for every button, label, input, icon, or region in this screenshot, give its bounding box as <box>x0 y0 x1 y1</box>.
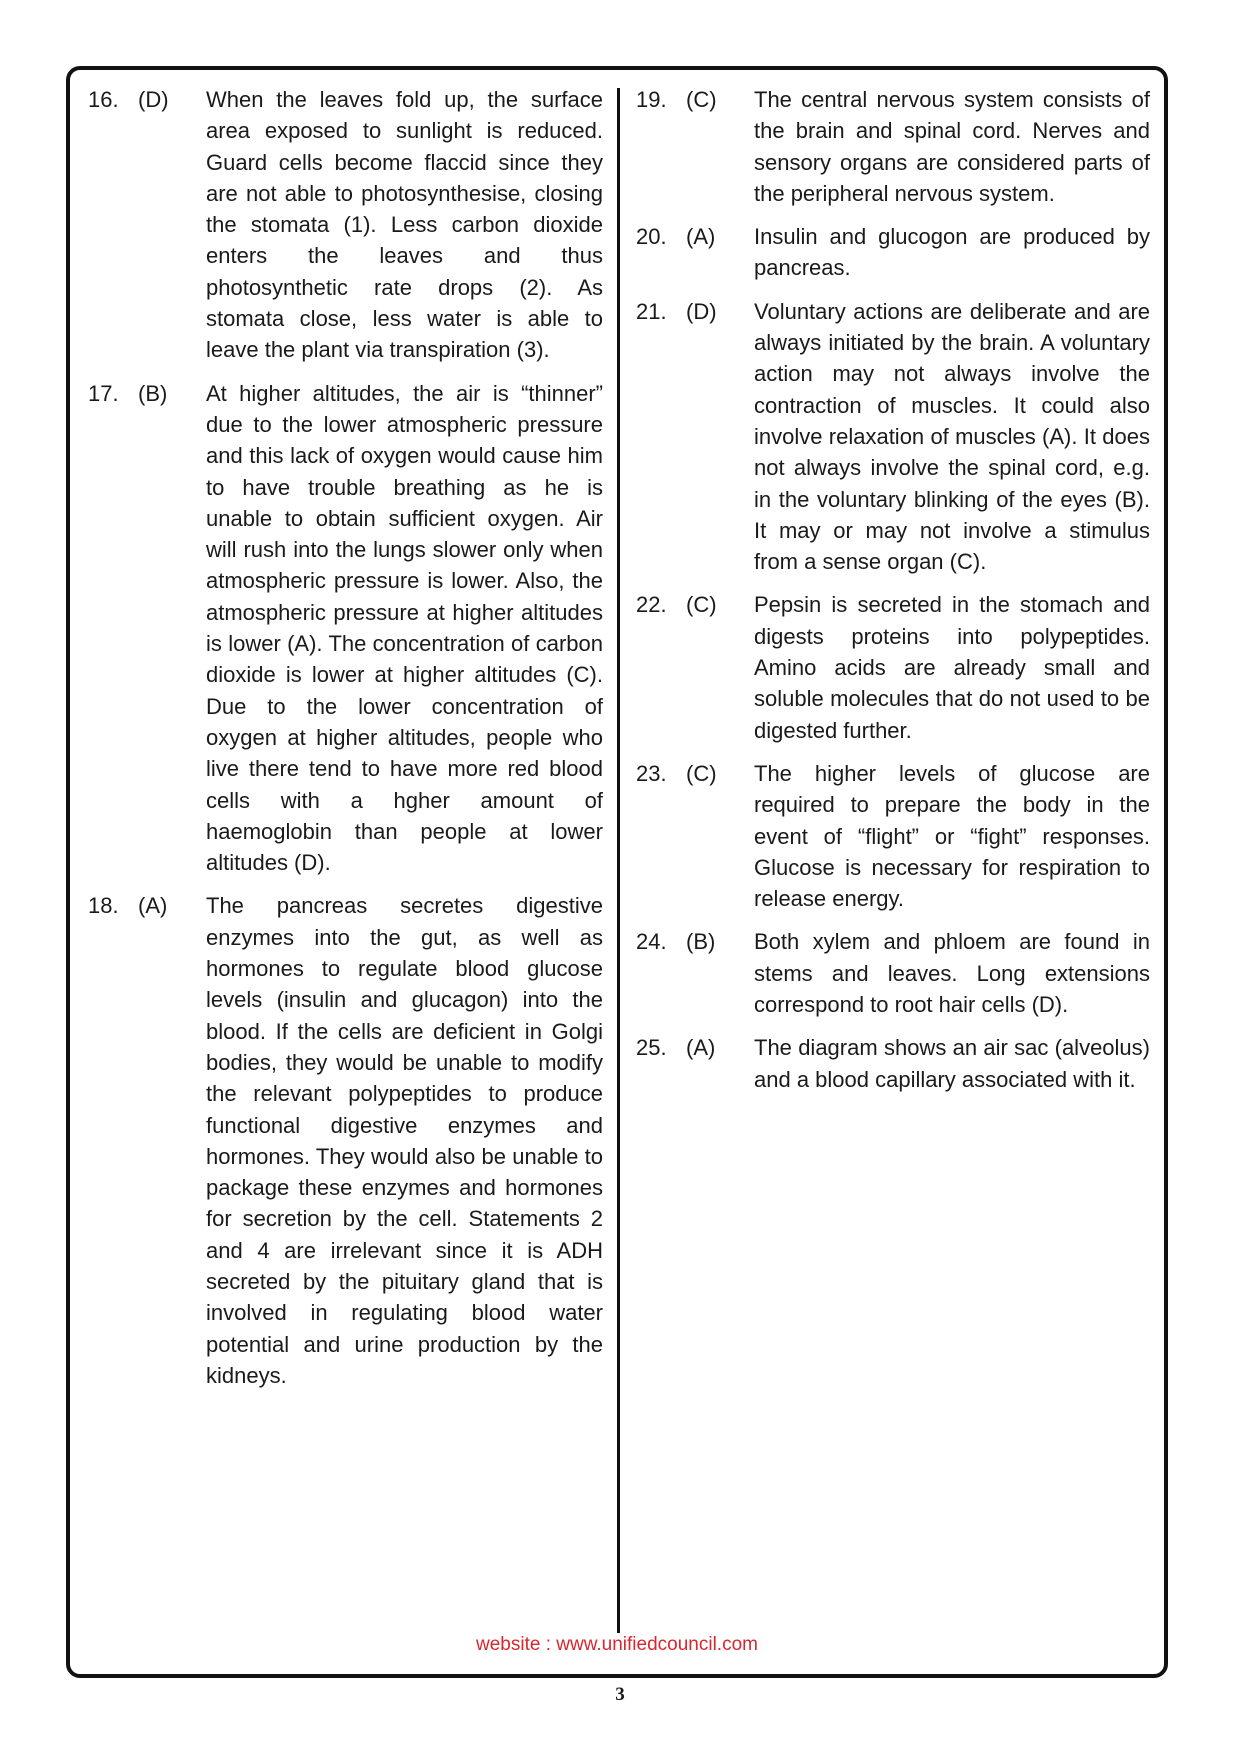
answer-item-24 <box>636 926 1150 1020</box>
answer-item-25 <box>636 1032 1150 1095</box>
answer-explanation: When the leaves fold up, the surface area exposed to sunlight is reduced. Guard cells become flaccid since they are not able to photosynthesise, closing the stomata (1). Less carbon dioxide enters the leaves and thus photosynthetic rate drops (2). As stomata close, less water is able to leave the plant via transpiration (3). <box>206 87 603 363</box>
answer-explanation: Voluntary actions are deliberate and are always initiated by the brain. A voluntary action may not always involve the contraction of muscles. It could also involve relaxation of muscles (A). It does not always involve the spinal cord, e.g. in the voluntary blinking of the eyes (B). It may or may not involve a stimulus from a sense organ (C). <box>754 298 1150 575</box>
answer-option: (D) <box>686 298 717 324</box>
answer-explanation: The pancreas secretes digestive enzymes into the gut, as well as hormones to regulate blood glucose levels (insulin and glucagon) into the blood. If the cells are deficient in Golgi bodies, they would be unable to modify the relevant polypeptides to produce functional digestive enzymes and hormones. They would also be unable to package these enzymes and hormones for secretion by the cell. Statements 2 and 4 are irrelevant since it is ADH secreted by the pituitary gland that is involved in regulating blood water potential and urine production by the kidneys. <box>206 893 603 1388</box>
question-number: 16. <box>88 87 119 112</box>
question-number: 21. <box>636 298 667 324</box>
answer-option: (C) <box>686 592 717 618</box>
answer-explanation: The central nervous system consists of the brain and spinal cord. Nerves and sensory organs are considered parts of the peripheral nervous system. <box>754 87 1150 206</box>
answer-option: (A) <box>138 893 168 919</box>
answer-item-21 <box>636 296 1150 578</box>
answer-explanation: Both xylem and phloem are found in stems and leaves. Long extensions correspond to root hair cells (D). <box>754 929 1150 1018</box>
answer-explanation: Pepsin is secreted in the stomach and digests proteins into polypeptides. Amino acids are already small and soluble molecules that do not used to be digested further. <box>754 592 1150 743</box>
question-number: 19. <box>636 87 667 112</box>
answer-option: (C) <box>686 760 717 786</box>
left-column <box>88 84 603 1403</box>
answer-explanation: The diagram shows an air sac (alveolus) and a blood capillary associated with it. <box>754 1035 1150 1092</box>
question-number: 24. <box>636 929 667 955</box>
question-number: 23. <box>636 760 667 786</box>
answer-explanation: The higher levels of glucose are required to prepare the body in the event of “flight” or “fight” responses. Glucose is necessary for respiration to release energy. <box>754 760 1150 912</box>
answer-explanation: Insulin and glucogon are produced by pancreas. <box>754 224 1150 281</box>
right-column <box>636 84 1150 1107</box>
answer-item-19 <box>636 84 1150 209</box>
column-divider <box>617 88 620 1633</box>
answer-item-18 <box>88 890 603 1391</box>
answer-item-16 <box>88 84 603 366</box>
answer-option: (B) <box>686 929 716 955</box>
answer-explanation: At higher altitudes, the air is “thinner” due to the lower atmospheric pressure and this lack of oxygen would cause him to have trouble breathing as he is unable to obtain sufficient oxygen. Air will rush into the lungs slower only when atmospheric pressure is lower. Also, the atmospheric pressure at higher altitudes is lower (A). The concentration of carbon dioxide is lower at higher altitudes (C). Due to the lower concentration of oxygen at higher altitudes, people who live there tend to have more red blood cells with a hgher amount of haemoglobin than people at lower altitudes (D). <box>206 380 603 876</box>
question-number: 20. <box>636 224 667 250</box>
website-footer[interactable]: website : www.unifiedcouncil.com <box>476 1634 758 1655</box>
page-number: 3 <box>615 1684 625 1705</box>
answer-option: (D) <box>138 87 169 112</box>
question-number: 17. <box>88 380 119 406</box>
question-number: 18. <box>88 893 119 919</box>
answer-item-17 <box>88 378 603 879</box>
answer-item-22 <box>636 589 1150 745</box>
question-number: 25. <box>636 1035 667 1061</box>
answer-option: (A) <box>686 224 716 250</box>
answer-option: (C) <box>686 87 717 112</box>
answer-item-20 <box>636 221 1150 284</box>
answer-option: (A) <box>686 1035 716 1061</box>
answer-option: (B) <box>138 380 168 406</box>
answer-item-23 <box>636 758 1150 914</box>
question-number: 22. <box>636 592 667 618</box>
